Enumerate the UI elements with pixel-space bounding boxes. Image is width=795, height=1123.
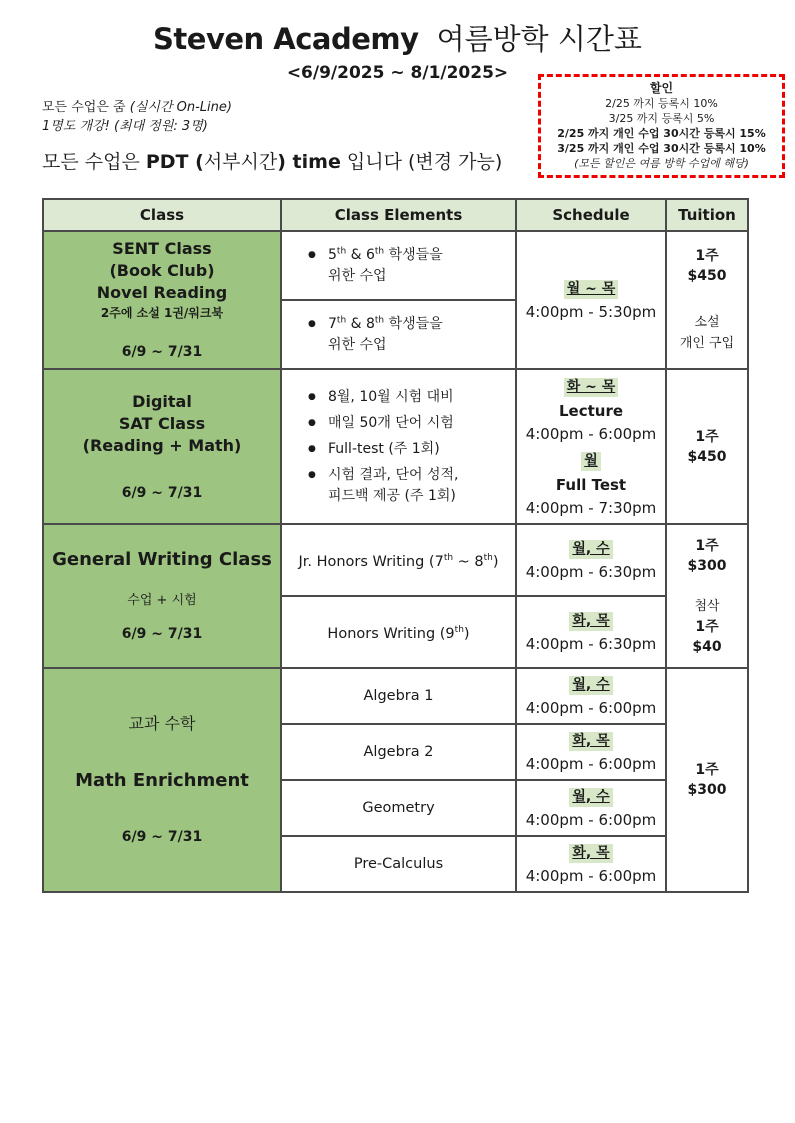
row-sent-class (43, 231, 748, 300)
discount-footnote: (모든 할인은 여름 방학 수업에 해당) (574, 157, 749, 170)
math-schedule-2: 화, 목 4:00pm - 6:00pm (516, 724, 666, 780)
discount-line: 2/25 까지 개인 수업 30시간 등록시 15% (557, 127, 766, 140)
bullet-icon: ● (308, 249, 316, 260)
writing-element-1: Jr. Honors Writing (7th ~ 8th) (281, 524, 516, 596)
row-digital-sat (43, 369, 748, 524)
sent-days: 월 ~ 목 (564, 280, 619, 299)
writing-element-2: Honors Writing (9th) (281, 596, 516, 668)
writing-schedule-2: 화, 목 4:00pm - 6:30pm (516, 596, 666, 668)
math-schedule-1: 월, 수 4:00pm - 6:00pm (516, 668, 666, 724)
sent-dates: 6/9 ~ 7/31 (121, 344, 203, 360)
note-online: 모든 수업은 줌 (실시간 On-Line) (42, 100, 232, 115)
row-general-writing (43, 524, 748, 596)
writing-dates: 6/9 ~ 7/31 (121, 626, 203, 642)
math-subject-1: Algebra 1 (281, 668, 516, 724)
schedule-table (42, 198, 749, 893)
discount-box (538, 74, 785, 178)
math-subject-2: Algebra 2 (281, 724, 516, 780)
writing-schedule-1: 월, 수 4:00pm - 6:30pm (516, 524, 666, 596)
sent-element-1: ● 5th & 6th 학생들을 위한 수업 (281, 231, 516, 300)
sat-dates: 6/9 ~ 7/31 (121, 484, 203, 501)
title-english: Steven Academy (153, 22, 419, 56)
sat-elements-cell: ● 8월, 10월 시험 대비 ● 매일 50개 단어 시험 ● Full-test (주 1회) ● 시험 결과, 단어 성적, 피드백 제공 (주 1회) (281, 369, 516, 524)
sent-time: 4:00pm - 5:30pm (525, 303, 657, 321)
table-header-row (43, 199, 748, 231)
title-korean: 여름방학 시간표 (436, 22, 642, 56)
header-schedule: Schedule (516, 199, 666, 231)
intro-notes (42, 98, 232, 136)
sat-class-cell: Digital SAT Class (Reading + Math) 6/9 ~ 7/31 (43, 369, 281, 524)
sent-schedule-cell (516, 231, 666, 369)
page-title (0, 22, 795, 56)
timezone-note: 모든 수업은 PDT (서부시간) time 입니다 (변경 가능) (42, 151, 503, 173)
bullet-icon: ● (308, 318, 316, 329)
row-math-enrichment (43, 668, 748, 724)
sat-tuition-cell: 1주 $450 (666, 369, 748, 524)
math-schedule-3: 월, 수 4:00pm - 6:00pm (516, 780, 666, 836)
sat-fulltest-days: 월 (581, 452, 601, 471)
discount-line: 2/25 까지 등록시 10% (605, 97, 718, 110)
date-range: <6/9/2025 ~ 8/1/2025> (286, 63, 509, 83)
discount-line: 3/25 까지 개인 수업 30시간 등록시 10% (557, 142, 766, 155)
bullet-icon: ● (308, 443, 316, 454)
discount-title: 할인 (649, 81, 674, 95)
math-subject-4: Pre-Calculus (281, 836, 516, 892)
discount-line: 3/25 까지 등록시 5% (608, 112, 715, 125)
header-class-elements: Class Elements (281, 199, 516, 231)
writing-tuition-cell: 1주 $300 첨삭 1주 $40 (666, 524, 748, 668)
bullet-icon: ● (308, 417, 316, 428)
writing-class-cell: General Writing Class 수업 + 시험 6/9 ~ 7/31 (43, 524, 281, 668)
math-subject-3: Geometry (281, 780, 516, 836)
sent-tuition-cell: 1주 $450 소설 개인 구입 (666, 231, 748, 369)
note-class-size: 1명도 개강! (최대 정원: 3명) (42, 119, 208, 134)
bullet-icon: ● (308, 391, 316, 402)
math-dates: 6/9 ~ 7/31 (121, 829, 203, 845)
header-class: Class (43, 199, 281, 231)
sent-element-2: ● 7th & 8th 학생들을 위한 수업 (281, 300, 516, 369)
math-schedule-4: 화, 목 4:00pm - 6:00pm (516, 836, 666, 892)
math-class-cell: 교과 수학 Math Enrichment 6/9 ~ 7/31 (43, 668, 281, 892)
sat-schedule-cell: 화 ~ 목 Lecture 4:00pm - 6:00pm 월 Full Test 4:00pm - 7:30pm (516, 369, 666, 524)
header-tuition: Tuition (666, 199, 748, 231)
sent-class-cell: SENT Class (Book Club) Novel Reading 2주에 소설 1권/워크북 6/9 ~ 7/31 (43, 231, 281, 369)
bullet-icon: ● (308, 469, 316, 480)
math-tuition-cell: 1주 $300 (666, 668, 748, 892)
sat-lecture-days: 화 ~ 목 (564, 378, 619, 397)
